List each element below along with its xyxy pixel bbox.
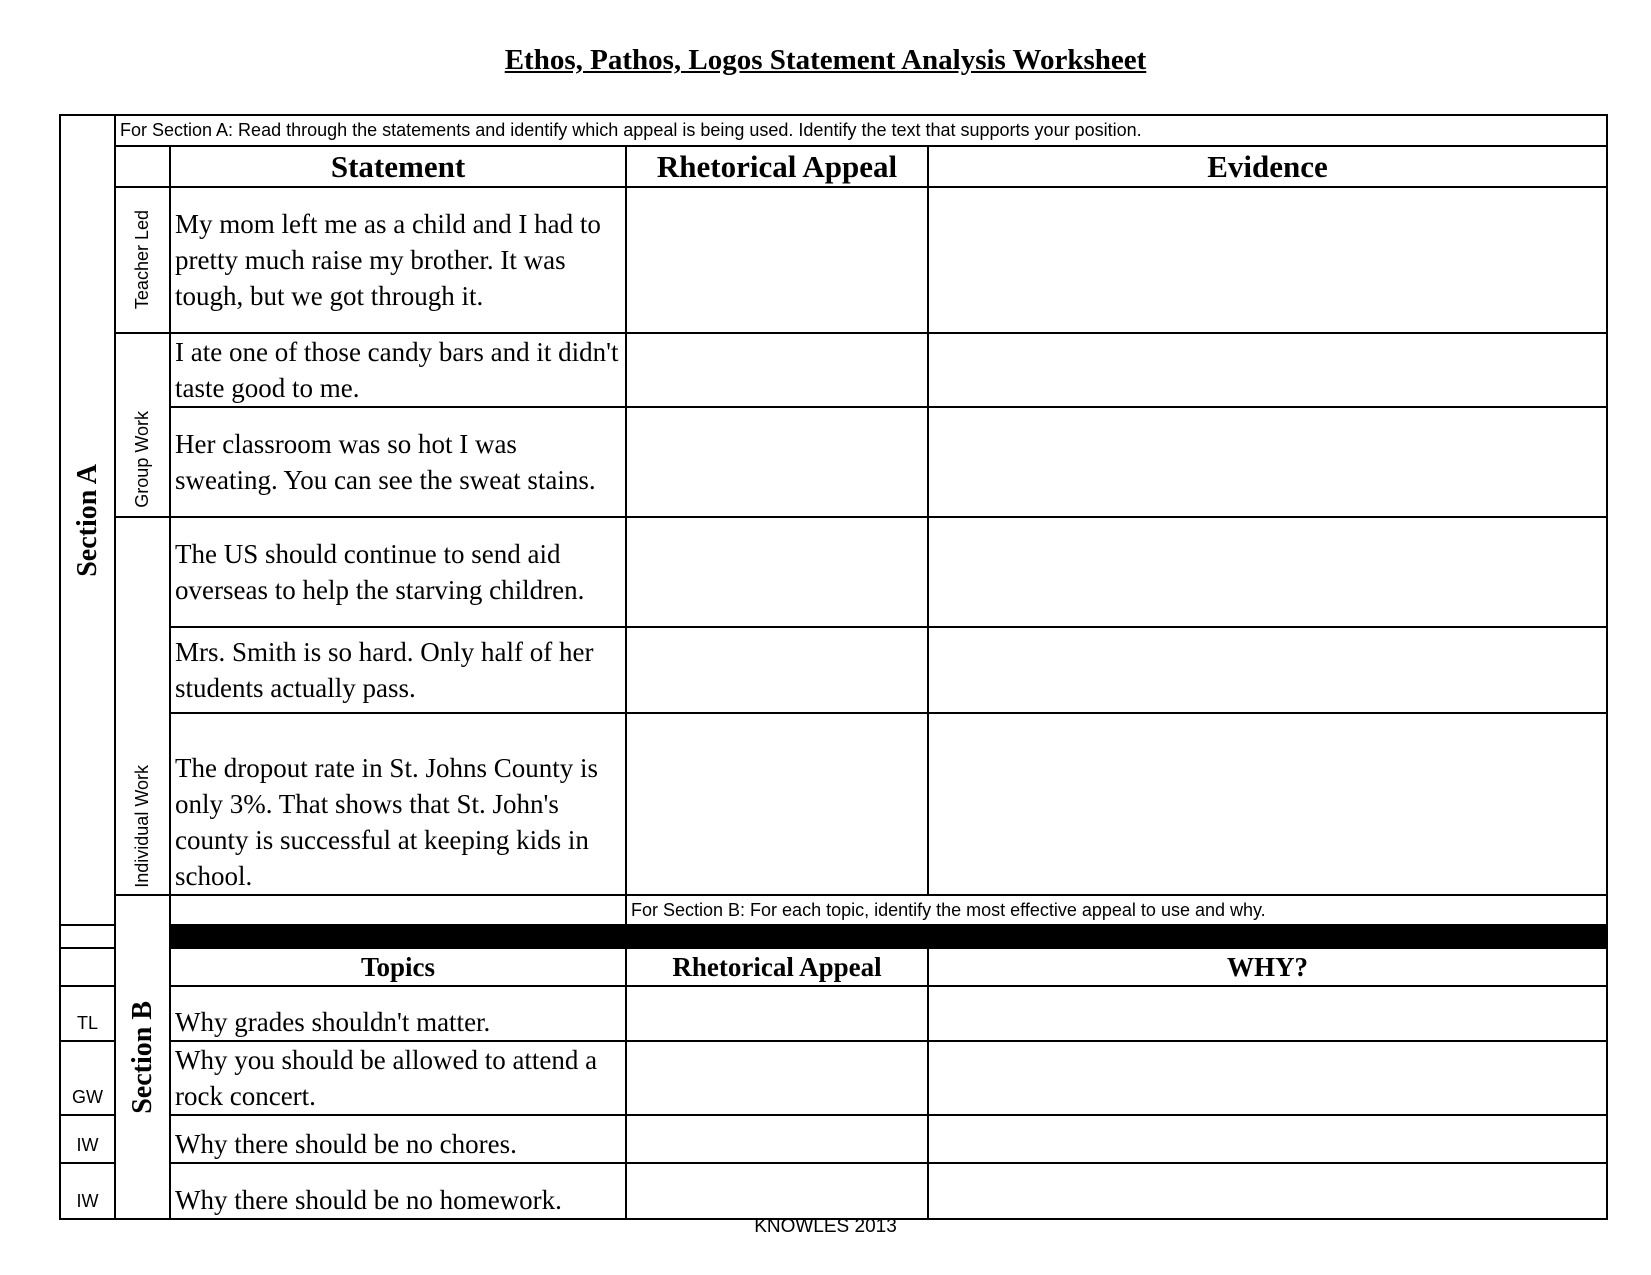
statement-2: I ate one of those candy bars and it didn't taste good to me. [170, 333, 626, 407]
section-a-instructions: For Section A: Read through the statements and identify which appeal is being used. Identify the text that supports your position. [115, 115, 1607, 146]
topic-2: Why you should be allowed to attend a rock concert. [170, 1041, 626, 1115]
evidence-answer-3[interactable] [928, 407, 1607, 517]
appeal-answer-1[interactable] [626, 187, 928, 333]
topic-3: Why there should be no chores. [170, 1115, 626, 1163]
group-teacher-led-cell [115, 187, 170, 333]
evidence-answer-1[interactable] [928, 187, 1607, 333]
black-bar-spacer [60, 925, 115, 948]
topic-tag-3: IW [60, 1115, 115, 1163]
topic-4: Why there should be no homework. [170, 1163, 626, 1219]
group-group-work: Group Work [132, 411, 152, 508]
topic-tag-2: GW [60, 1041, 115, 1115]
statement-3: Her classroom was so hot I was sweating. You can see the sweat stains. [170, 407, 626, 517]
appeal-answer-4[interactable] [626, 517, 928, 627]
appeal-answer-5[interactable] [626, 627, 928, 713]
worksheet-table [59, 114, 1608, 1220]
appeal-b-answer-2[interactable] [626, 1041, 928, 1115]
statement-6: The dropout rate in St. Johns County is only 3%. That shows that St. John's county is successful at keeping kids in school. [170, 713, 626, 895]
section-b-instructions: For Section B: For each topic, identify the most effective appeal to use and why. [626, 895, 1607, 925]
evidence-answer-6[interactable] [928, 713, 1607, 895]
footer-credit: KNOWLES 2013 [754, 1216, 897, 1237]
header-b-spacer [60, 948, 115, 986]
group-individual-work-cell [115, 517, 170, 895]
section-b-label: Section B [126, 1000, 158, 1114]
group-teacher-led: Teacher Led [132, 210, 152, 310]
why-answer-1[interactable] [928, 986, 1607, 1041]
appeal-answer-3[interactable] [626, 407, 928, 517]
statement-5: Mrs. Smith is so hard. Only half of her students actually pass. [170, 627, 626, 713]
evidence-answer-4[interactable] [928, 517, 1607, 627]
group-individual-work: Individual Work [132, 765, 152, 888]
appeal-b-header: Rhetorical Appeal [626, 948, 928, 986]
topic-1: Why grades shouldn't matter. [170, 986, 626, 1041]
worksheet-title: Ethos, Pathos, Logos Statement Analysis Worksheet [504, 44, 1147, 76]
section-a-label-cell [60, 115, 115, 925]
section-b-spacer [170, 895, 626, 925]
why-header: WHY? [928, 948, 1607, 986]
statement-1: My mom left me as a child and I had to pretty much raise my brother. It was tough, but we got through it. [170, 187, 626, 333]
appeal-b-answer-4[interactable] [626, 1163, 928, 1219]
statement-header: Statement [170, 146, 626, 187]
evidence-answer-2[interactable] [928, 333, 1607, 407]
group-group-work-cell [115, 333, 170, 517]
statement-4: The US should continue to send aid overseas to help the starving children. [170, 517, 626, 627]
black-divider-bar [170, 925, 1607, 948]
section-b-label-cell [115, 895, 170, 1219]
evidence-header: Evidence [928, 146, 1607, 187]
appeal-answer-6[interactable] [626, 713, 928, 895]
appeal-answer-2[interactable] [626, 333, 928, 407]
why-answer-4[interactable] [928, 1163, 1607, 1219]
appeal-b-answer-1[interactable] [626, 986, 928, 1041]
section-a-label: Section A [71, 463, 103, 577]
appeal-header: Rhetorical Appeal [626, 146, 928, 187]
why-answer-2[interactable] [928, 1041, 1607, 1115]
topic-tag-1: TL [60, 986, 115, 1041]
appeal-b-answer-3[interactable] [626, 1115, 928, 1163]
topics-header: Topics [170, 948, 626, 986]
topic-tag-4: IW [60, 1163, 115, 1219]
header-spacer [115, 146, 170, 187]
evidence-answer-5[interactable] [928, 627, 1607, 713]
why-answer-3[interactable] [928, 1115, 1607, 1163]
